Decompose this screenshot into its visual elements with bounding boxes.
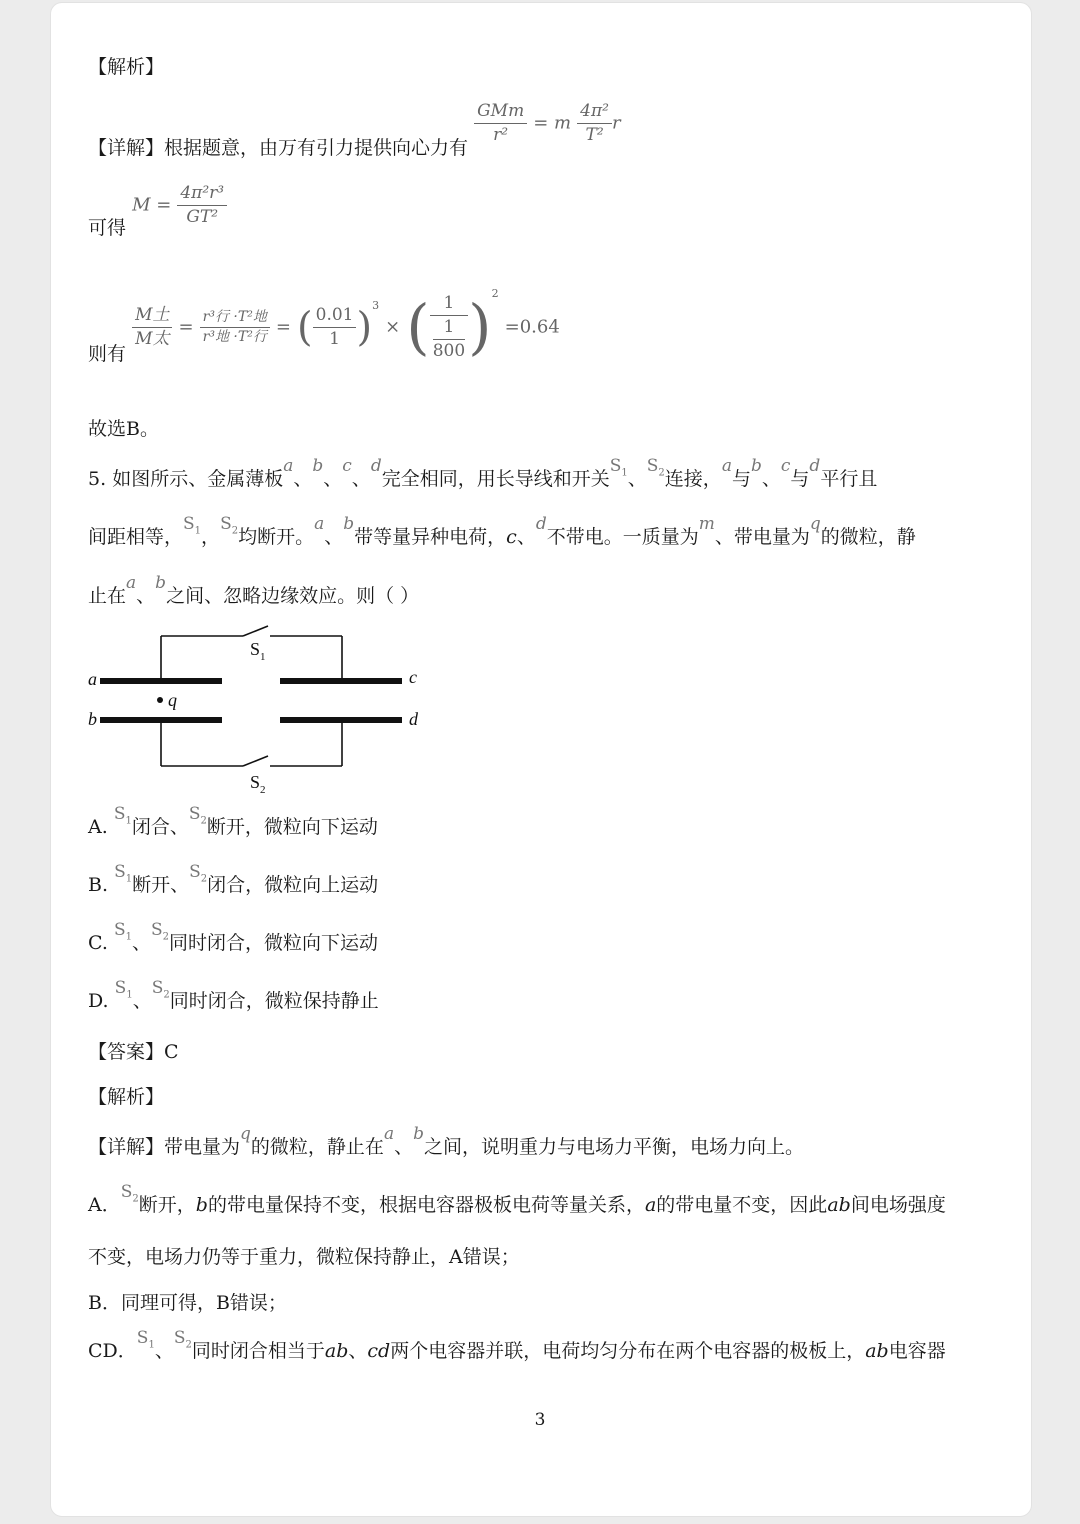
- prev-analysis-heading: 【解析】: [88, 56, 165, 78]
- option-d: D. $S_1$、$S_2$同时闭合，微粒保持静止: [88, 978, 379, 1012]
- plate-d: [280, 717, 402, 723]
- label-c: c: [409, 667, 417, 687]
- question-line-1: 5. 如图所示、金属薄板a、b、c、d完全相同，用长导线和开关$S_1$、$S_2$连接，a与b、c与d平行且: [88, 456, 878, 490]
- label-d: d: [409, 709, 418, 729]
- prev-detail-label: 【详解】: [88, 137, 165, 160]
- analysis-b-line: B．同理可得，B错误；: [88, 1292, 287, 1314]
- eq3-line: 则有 M土 M太 = r³行 ·T²地 r³地 ·T²行 = ( $\frac{0.01}{1}$ )$^3$ × ( 1 1 800 )$^2$ =0.64: [88, 287, 560, 366]
- eq3-mid-fraction: r³行 ·T²地 r³地 ·T²行: [200, 308, 270, 347]
- answer-value: C: [164, 1041, 179, 1063]
- eq1-lhs-fraction: GMm r²: [474, 100, 527, 147]
- label-q: q: [168, 690, 177, 710]
- switch-s1-blade: [243, 626, 268, 636]
- eq1-mid: = m: [533, 112, 572, 134]
- switch-s2-blade: [243, 756, 268, 766]
- page-number: 3: [534, 1410, 546, 1430]
- analysis-cd-line: CD．$S_1$、$S_2$同时闭合相当于ab、cd两个电容器并联，电荷均匀分布在两个电容器的极板上，ab电容器: [88, 1328, 946, 1362]
- eq1-tail: r: [611, 112, 621, 134]
- eq2-fraction: $\frac{\text{4π²r³}}{\text{GT²}}$: [177, 182, 227, 229]
- eq3-lhs-fraction: M土 M太: [132, 304, 172, 351]
- eq3-paren1-fraction: $\frac{0.01}{1}$: [313, 304, 357, 351]
- answer-line: 【答案】C: [88, 1041, 179, 1063]
- particle-q-dot: [157, 697, 163, 703]
- question-line-2: 间距相等，$S_1$，$S_2$均断开。a、b带等量异种电荷，c、d不带电。一质量为m、带电量为q的微粒，静: [88, 514, 916, 548]
- option-a: A. $S_1$闭合、$S_2$断开，微粒向下运动: [88, 804, 378, 838]
- eq3-paren2-fraction: 1 1 800: [430, 292, 468, 363]
- prev-conclusion: 故选B。: [88, 418, 159, 440]
- label-s1: $S_1$: [250, 639, 266, 663]
- option-c: C. $S_1$、$S_2$同时闭合，微粒向下运动: [88, 920, 379, 954]
- analysis-detail-line: 【详解】带电量为q的微粒，静止在a、b之间，说明重力与电场力平衡，电场力向上。: [88, 1124, 804, 1158]
- ratio-text: 则有: [88, 343, 127, 366]
- eq2-line: [88, 182, 227, 240]
- prev-detail-line: [88, 100, 621, 160]
- capacitor-circuit-diagram: [80, 618, 440, 798]
- plate-b: [100, 717, 222, 723]
- label-s2: $S_2$: [250, 772, 266, 796]
- label-a: a: [88, 669, 97, 689]
- analysis-a-line-2: 不变，电场力仍等于重力，微粒保持静止，A错误；: [88, 1246, 520, 1268]
- plate-a: [100, 678, 222, 684]
- analysis-a-line-1: A．$S_2$断开，b的带电量保持不变，根据电容器极板电荷等量关系，a的带电量不变，因此ab间电场强度: [88, 1182, 946, 1216]
- eq2-lhs: M =: [132, 194, 172, 216]
- prev-detail-text: 根据题意，由万有引力提供向心力有: [164, 137, 469, 160]
- label-b: b: [88, 709, 97, 729]
- option-b: B. $S_1$断开、$S_2$闭合，微粒向上运动: [88, 862, 379, 896]
- analysis-heading: 【解析】: [88, 1086, 165, 1108]
- question-line-3: 止在a、b之间、忽略边缘效应。则（ ）: [88, 573, 420, 607]
- eq1-rhs-fraction: $\frac{\text{4π²}}{\text{T²}}$: [577, 100, 612, 147]
- then-text: 可得: [88, 217, 127, 240]
- plate-c: [280, 678, 402, 684]
